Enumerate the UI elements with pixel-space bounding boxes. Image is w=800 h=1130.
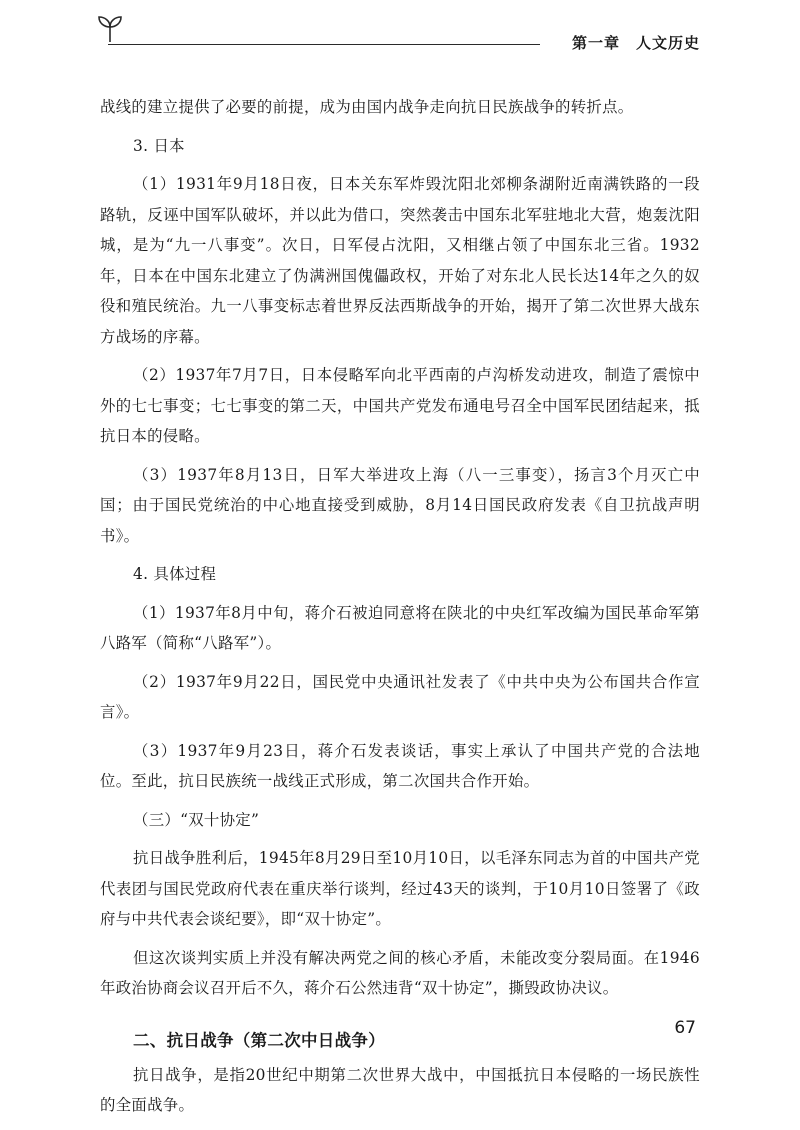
paragraph-continuation: 战线的建立提供了必要的前提，成为由国内战争走向抗日民族战争的转折点。: [100, 98, 634, 116]
paragraph-japan-1: （1）1931年9月18日夜，日本关东军炸毁沈阳北郊柳条湖附近南满铁路的一段路轨，反诬中国军队破坏，并以此为借口，突然袭击中国东北军驻地北大营，炮轰沈阳城，是为“九一八事变”。次日，日军侵占沈阳，又相继占领了中国东北三省。1932年，日本在中国东北建立了伪满洲国傀儡政权，开始了对东北人民长达14年之久的奴役和殖民统治。九一八事变标志着世界反法西斯战争的开始，揭开了第二次世界大战东方战场的序幕。: [100, 175, 700, 346]
paragraph-double-ten-1: 抗日战争胜利后，1945年8月29日至10月10日，以毛泽东同志为首的中国共产党代表团与国民党政府代表在重庆举行谈判，经过43天的谈判，于10月10日签署了《政府与中共代表会谈纪要》，即“双十协定”。: [100, 849, 700, 928]
paragraph-process-2: （2）1937年9月22日，国民党中央通讯社发表了《中共中央为公布国共合作宣言》。: [100, 672, 700, 721]
page-body: [100, 92, 700, 1129]
subheading-double-ten: （三）“双十协定”: [133, 810, 260, 829]
paragraph-double-ten-2: 但这次谈判实质上并没有解决两党之间的核心矛盾，未能改变分裂局面。在1946年政治协商会议召开后不久，蒋介石公然违背“双十协定”，撕毁政协决议。: [100, 948, 700, 997]
page-number: 67: [674, 1018, 696, 1038]
paragraph-process-3: （3）1937年9月23日，蒋介石发表谈话，事实上承认了中国共产党的合法地位。至此，抗日民族统一战线正式形成，第二次国共合作开始。: [100, 741, 700, 790]
paragraph-japan-2: （2）1937年7月7日，日本侵略军向北平西南的卢沟桥发动进攻，制造了震惊中外的七七事变；七七事变的第二天，中国共产党发布通电号召全中国军民团结起来，抵抗日本的侵略。: [100, 366, 700, 445]
subheading-process: 4. 具体过程: [133, 565, 217, 583]
paragraph-japan-3: （3）1937年8月13日，日军大举进攻上海（八一三事变），扬言3个月灭亡中国；由于国民党统治的中心地直接受到威胁，8月14日国民政府发表《自卫抗战声明书》。: [100, 465, 700, 545]
chapter-title: 第一章 人文历史: [571, 34, 700, 52]
section-heading-war: 二、抗日战争（第二次中日战争）: [133, 1030, 385, 1050]
page-header: [96, 14, 700, 50]
subheading-japan: 3. 日本: [133, 136, 185, 155]
header-rule: [108, 44, 540, 45]
sprout-icon: [96, 14, 124, 44]
paragraph-war-1: 抗日战争，是指20世纪中期第二次世界大战中，中国抵抗日本侵略的一场民族性的全面战争。: [100, 1065, 700, 1114]
paragraph-process-1: （1）1937年8月中旬，蒋介石被迫同意将在陕北的中央红军改编为国民革命军第八路军（简称“八路军”）。: [100, 603, 700, 652]
